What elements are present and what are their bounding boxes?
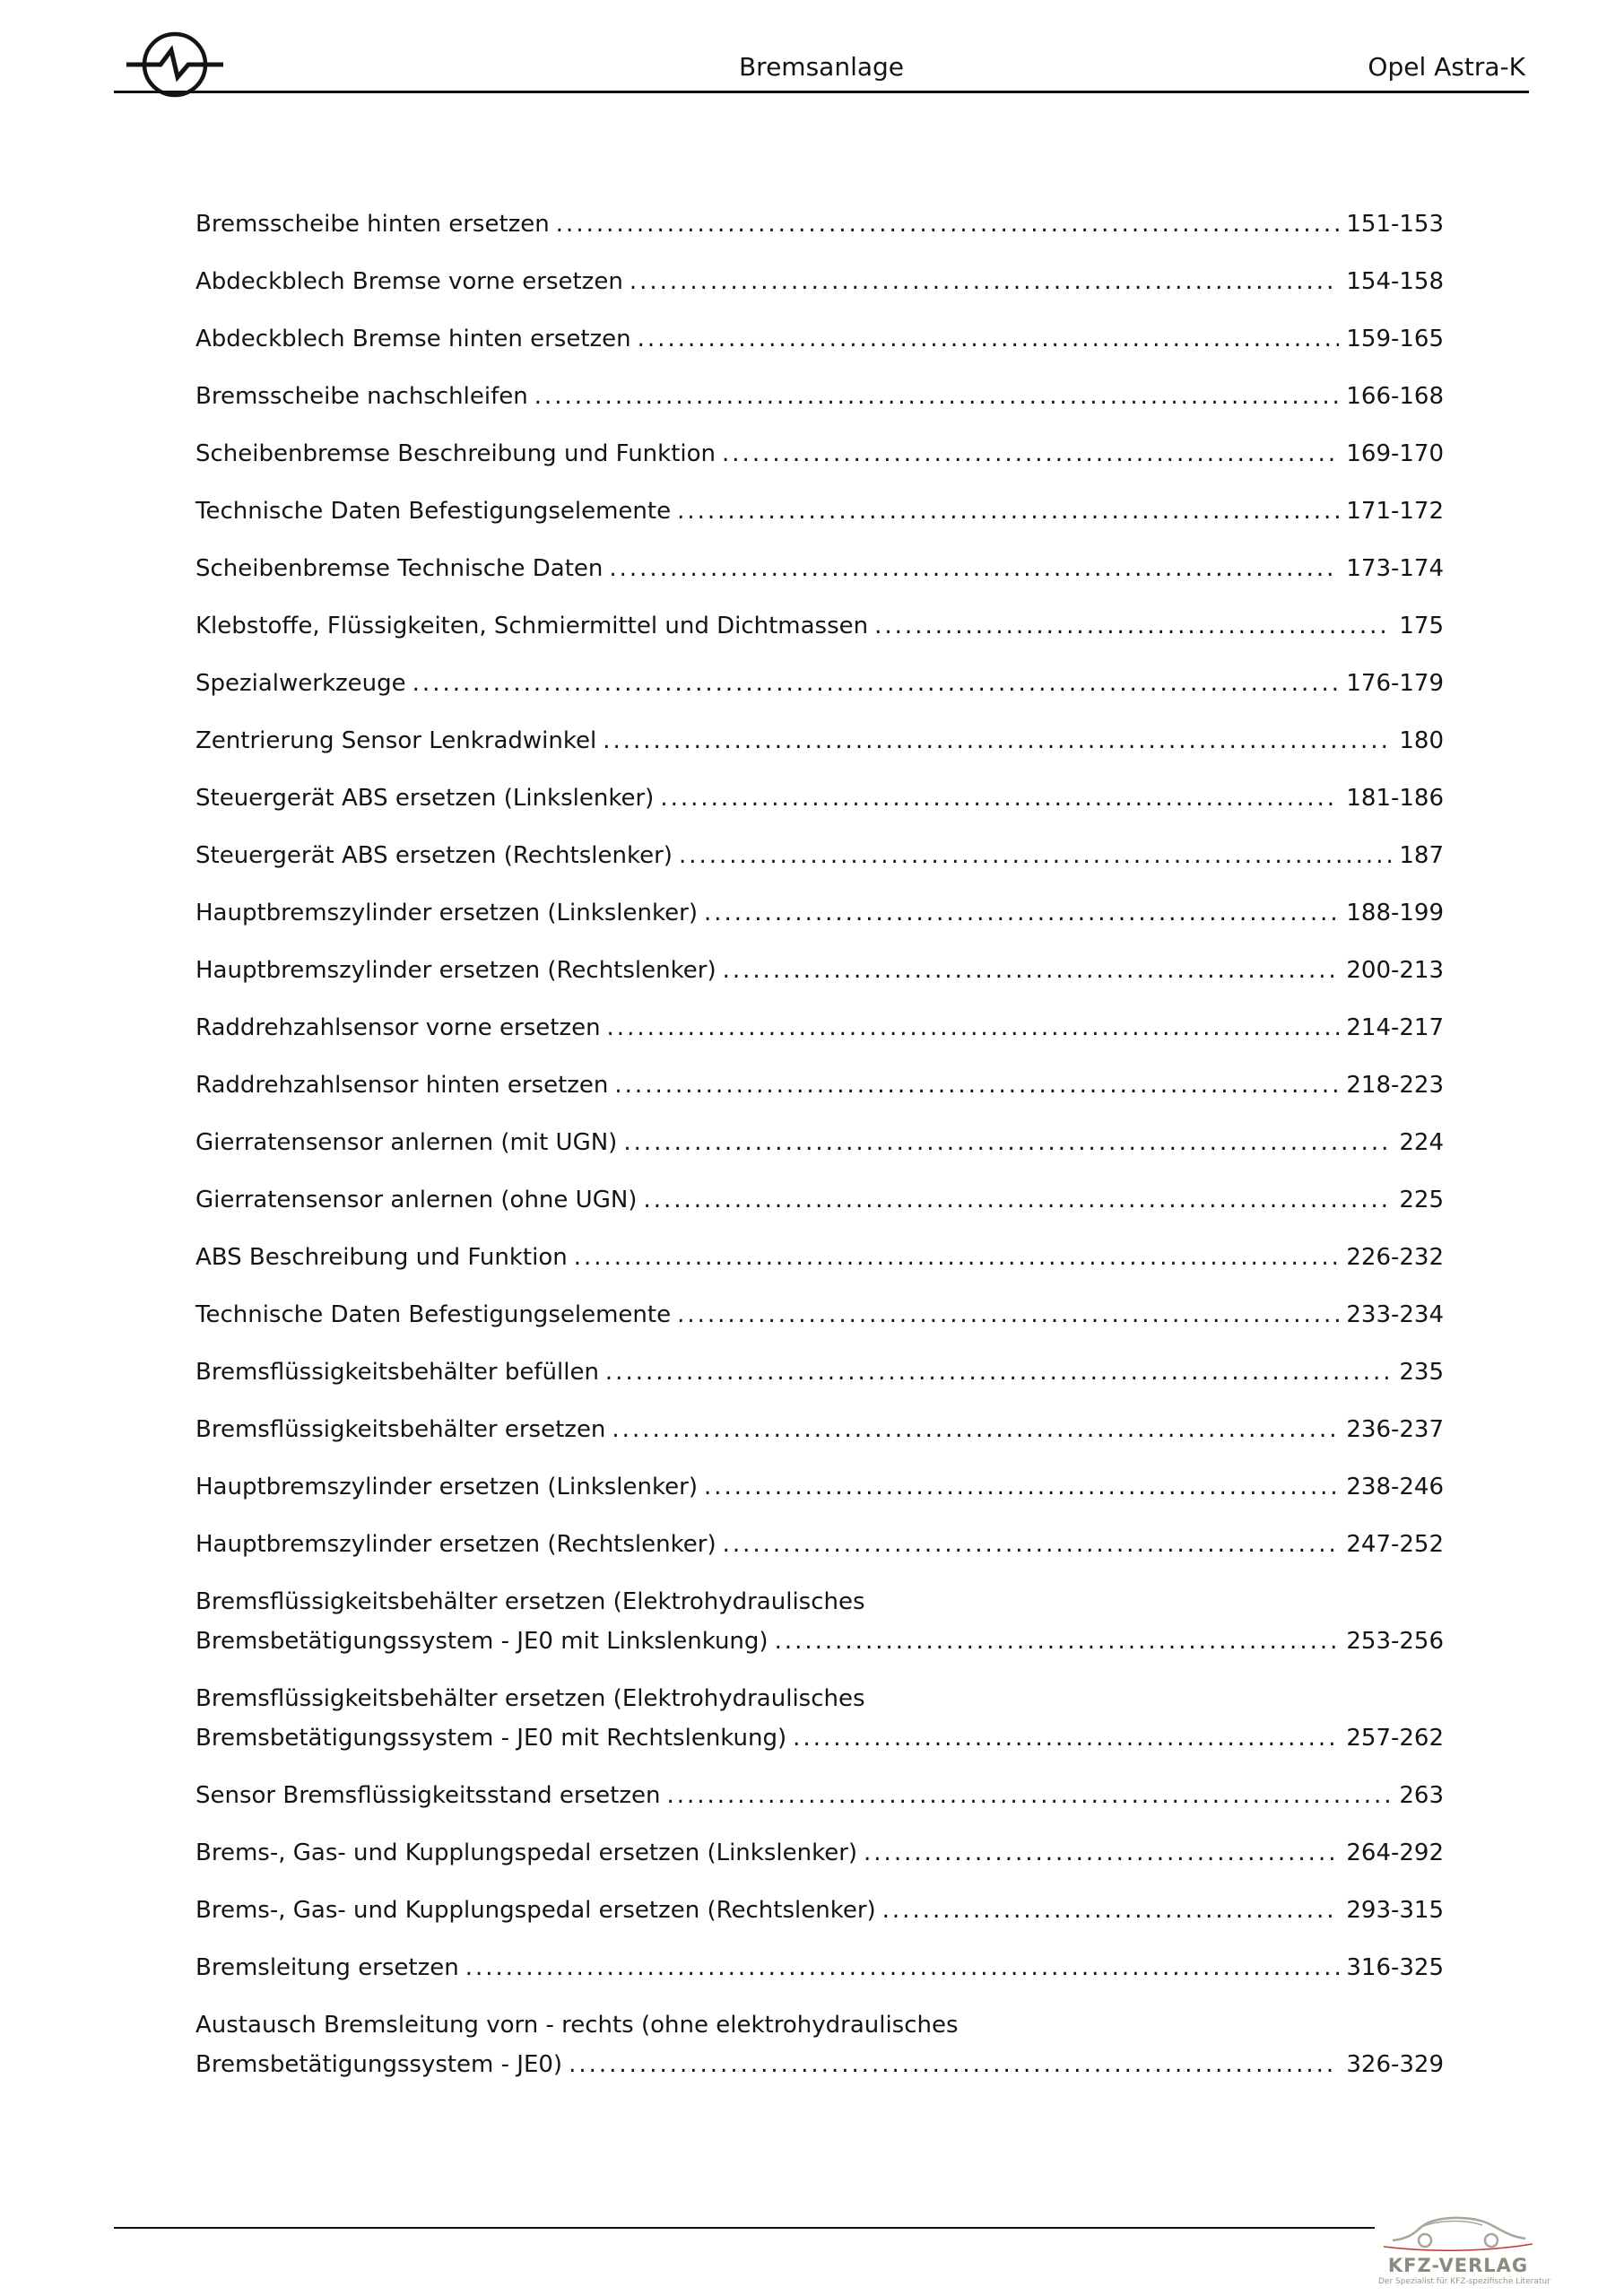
toc-entry-line <box>195 1891 1444 1930</box>
toc-entry-title: ABS Beschreibung und Funktion <box>195 1244 568 1271</box>
toc-entry-page: 200-213 <box>1346 957 1444 984</box>
toc-entry-page: 188-199 <box>1346 900 1444 926</box>
toc-entry-title: Gierratensensor anlernen (ohne UGN) <box>195 1187 638 1213</box>
toc-entry-line <box>195 549 1444 588</box>
toc-entry-line <box>195 491 1444 531</box>
toc-entry <box>195 377 1444 416</box>
toc-leader-dots <box>609 549 1339 588</box>
toc-entry-title: Hauptbremszylinder ersetzen (Rechtslenker) <box>195 1531 716 1558</box>
toc-entry-title: Abdeckblech Bremse hinten ersetzen <box>195 326 631 352</box>
toc-leader-dots <box>556 204 1340 244</box>
toc-entry-page: 264-292 <box>1346 1839 1444 1866</box>
toc-entry-title: Sensor Bremsflüssigkeitsstand ersetzen <box>195 1782 661 1809</box>
toc-entry <box>195 1833 1444 1873</box>
toc-entry-line <box>195 1352 1444 1392</box>
toc-leader-dots <box>677 491 1339 531</box>
toc-entry-line <box>195 1123 1444 1162</box>
toc-leader-dots <box>793 1718 1339 1758</box>
toc-entry-page: 225 <box>1399 1187 1444 1213</box>
toc-entry-title: Steuergerät ABS ersetzen (Linkslenker) <box>195 785 655 812</box>
toc-entry <box>195 1582 1444 1661</box>
toc-entry-title: Brems-, Gas- und Kupplungspedal ersetzen (Rechtslenker) <box>195 1897 876 1924</box>
toc-entry-title: Bremsscheibe nachschleifen <box>195 383 528 410</box>
toc-entry-title: Raddrehzahlsensor vorne ersetzen <box>195 1014 601 1041</box>
toc-entry-page: 173-174 <box>1346 555 1444 582</box>
toc-entry-title: Bremsbetätigungssystem - JE0 mit Rechtslenkung) <box>195 1725 787 1752</box>
toc-entry-title: Scheibenbremse Beschreibung und Funktion <box>195 440 716 467</box>
toc-entry-line <box>195 721 1444 761</box>
toc-entry-line <box>195 204 1444 244</box>
toc-leader-dots <box>607 1008 1340 1048</box>
toc-leader-dots <box>623 1123 1392 1162</box>
toc-entry-line <box>195 778 1444 818</box>
toc-entry-page: 175 <box>1399 613 1444 639</box>
toc-entry-title: Hauptbremszylinder ersetzen (Linkslenker) <box>195 900 698 926</box>
toc-entry-line <box>195 1833 1444 1873</box>
toc-entry <box>195 1679 1444 1758</box>
toc-entry-page: 233-234 <box>1346 1301 1444 1328</box>
footer-tagline: Der Spezialist für KFZ-spezifische Literatur <box>1378 2277 1550 2286</box>
toc-leader-dots <box>704 893 1339 933</box>
toc-entry-page: 176-179 <box>1346 670 1444 697</box>
toc-entry-title: Bremsleitung ersetzen <box>195 1954 459 1981</box>
toc-entry-line <box>195 1238 1444 1277</box>
toc-entry-line <box>195 1410 1444 1449</box>
toc-entry-line <box>195 434 1444 474</box>
toc-entry-page: 316-325 <box>1346 1954 1444 1981</box>
toc-leader-dots <box>605 1352 1392 1392</box>
toc-leader-dots <box>465 1948 1340 1987</box>
toc-entry-title: Brems-, Gas- und Kupplungspedal ersetzen (Linkslenker) <box>195 1839 858 1866</box>
toc-entry-title: Scheibenbremse Technische Daten <box>195 555 604 582</box>
toc-entry-title: Zentrierung Sensor Lenkradwinkel <box>195 727 597 754</box>
toc-entry-title: Bremsscheibe hinten ersetzen <box>195 211 550 238</box>
toc-leader-dots <box>534 377 1340 416</box>
toc-leader-dots <box>614 1065 1339 1105</box>
toc-entry-line <box>195 951 1444 990</box>
toc-entry-line <box>195 893 1444 933</box>
toc-entry <box>195 2005 1444 2084</box>
toc-leader-dots <box>569 2045 1339 2084</box>
toc-entry-page: 257-262 <box>1346 1725 1444 1752</box>
toc-leader-dots <box>630 262 1340 301</box>
toc-entry-page: 326-329 <box>1346 2051 1444 2078</box>
toc-leader-dots <box>864 1833 1339 1873</box>
toc-entry-page: 247-252 <box>1346 1531 1444 1558</box>
toc-entry-page: 214-217 <box>1346 1014 1444 1041</box>
toc-entry <box>195 836 1444 875</box>
toc-entry-line <box>195 1065 1444 1105</box>
toc-entry <box>195 319 1444 359</box>
toc-leader-dots <box>874 606 1392 646</box>
kfz-verlag-logo <box>1375 2208 1550 2289</box>
toc-entry-title: Bremsflüssigkeitsbehälter ersetzen <box>195 1416 606 1443</box>
toc-entry <box>195 1352 1444 1392</box>
page-header <box>114 34 1529 93</box>
toc-entry-title: Klebstoffe, Flüssigkeiten, Schmiermittel und Dichtmassen <box>195 613 869 639</box>
toc-entry <box>195 1123 1444 1162</box>
toc-entry-page: 238-246 <box>1346 1474 1444 1500</box>
toc-entry-title: Bremsbetätigungssystem - JE0) <box>195 2051 563 2078</box>
toc-entry-line <box>195 1008 1444 1048</box>
toc-leader-dots <box>722 434 1339 474</box>
toc-entry-page: 226-232 <box>1346 1244 1444 1271</box>
toc-leader-dots <box>882 1891 1340 1930</box>
toc-entry-title-line1: Bremsflüssigkeitsbehälter ersetzen (Elektrohydraulisches <box>195 1685 865 1712</box>
toc-entry <box>195 664 1444 703</box>
toc-entry-page: 171-172 <box>1346 498 1444 525</box>
toc-entry-title: Bremsflüssigkeitsbehälter befüllen <box>195 1359 599 1386</box>
toc-entry <box>195 204 1444 244</box>
header-section-title: Bremsanlage <box>738 52 905 82</box>
toc-entry <box>195 549 1444 588</box>
toc-leader-dots <box>643 1180 1392 1220</box>
toc-entry-page: 253-256 <box>1346 1628 1444 1655</box>
toc-entry-line <box>195 319 1444 359</box>
footer-brand: KFZ-VERLAG <box>1387 2255 1529 2276</box>
toc-entry-line <box>195 377 1444 416</box>
toc-leader-dots <box>704 1467 1339 1507</box>
toc-entry-page: 218-223 <box>1346 1072 1444 1099</box>
toc-entry-line <box>195 606 1444 646</box>
toc-list <box>195 204 1444 2102</box>
toc-leader-dots <box>574 1238 1340 1277</box>
toc-entry <box>195 606 1444 646</box>
toc-entry-title: Hauptbremszylinder ersetzen (Rechtslenker) <box>195 957 716 984</box>
toc-leader-dots <box>775 1622 1340 1661</box>
toc-entry-line <box>195 1467 1444 1507</box>
toc-entry-title-line1: Austausch Bremsleitung vorn - rechts (ohne elektrohydraulisches <box>195 2012 959 2039</box>
toc-entry <box>195 951 1444 990</box>
toc-entry <box>195 1891 1444 1930</box>
toc-entry <box>195 1065 1444 1105</box>
toc-entry <box>195 778 1444 818</box>
toc-leader-dots <box>679 836 1392 875</box>
toc-leader-dots <box>413 664 1340 703</box>
toc-entry <box>195 434 1444 474</box>
toc-entry-page: 181-186 <box>1346 785 1444 812</box>
toc-leader-dots <box>723 1525 1340 1564</box>
toc-entry-line <box>195 1718 1444 1758</box>
footer-rule <box>114 2227 1529 2229</box>
toc-entry-page: 224 <box>1399 1129 1444 1156</box>
toc-entry-title-line1: Bremsflüssigkeitsbehälter ersetzen (Elektrohydraulisches <box>195 1588 865 1615</box>
toc-entry-page: 159-165 <box>1346 326 1444 352</box>
toc-entry-title: Bremsbetätigungssystem - JE0 mit Linkslenkung) <box>195 1628 769 1655</box>
toc-leader-dots <box>723 951 1340 990</box>
toc-entry-line <box>195 1180 1444 1220</box>
toc-entry-page: 169-170 <box>1346 440 1444 467</box>
toc-leader-dots <box>603 721 1392 761</box>
toc-entry-page: 166-168 <box>1346 383 1444 410</box>
toc-entry-page: 235 <box>1399 1359 1444 1386</box>
toc-entry-title: Raddrehzahlsensor hinten ersetzen <box>195 1072 609 1099</box>
car-sketch-icon <box>1382 2210 1534 2251</box>
toc-entry <box>195 1410 1444 1449</box>
toc-entry-line <box>195 836 1444 875</box>
toc-entry-line <box>195 664 1444 703</box>
toc-entry-line <box>195 1295 1444 1335</box>
toc-entry-title: Steuergerät ABS ersetzen (Rechtslenker) <box>195 842 673 869</box>
toc-entry <box>195 1776 1444 1815</box>
toc-entry-line <box>195 2045 1444 2084</box>
toc-entry <box>195 1238 1444 1277</box>
toc-entry <box>195 491 1444 531</box>
toc-entry-title: Spezialwerkzeuge <box>195 670 406 697</box>
toc-leader-dots <box>666 1776 1392 1815</box>
toc-entry-line <box>195 1622 1444 1661</box>
toc-leader-dots <box>660 778 1339 818</box>
toc-entry-title: Hauptbremszylinder ersetzen (Linkslenker) <box>195 1474 698 1500</box>
toc-entry <box>195 1295 1444 1335</box>
toc-leader-dots <box>638 319 1340 359</box>
toc-entry-page: 263 <box>1399 1782 1444 1809</box>
toc-entry <box>195 262 1444 301</box>
toc-entry <box>195 1467 1444 1507</box>
toc-entry-title: Technische Daten Befestigungselemente <box>195 1301 672 1328</box>
toc-entry <box>195 1180 1444 1220</box>
toc-entry <box>195 1008 1444 1048</box>
toc-entry <box>195 721 1444 761</box>
toc-entry <box>195 893 1444 933</box>
toc-entry-page: 187 <box>1399 842 1444 869</box>
toc-leader-dots <box>677 1295 1339 1335</box>
toc-entry-page: 236-237 <box>1346 1416 1444 1443</box>
toc-entry-title: Abdeckblech Bremse vorne ersetzen <box>195 268 623 295</box>
toc-entry-line <box>195 1525 1444 1564</box>
toc-entry <box>195 1525 1444 1564</box>
toc-entry-line <box>195 262 1444 301</box>
toc-entry <box>195 1948 1444 1987</box>
toc-entry-page: 293-315 <box>1346 1897 1444 1924</box>
toc-entry-line <box>195 1776 1444 1815</box>
toc-entry-page: 151-153 <box>1346 211 1444 238</box>
toc-entry-title: Technische Daten Befestigungselemente <box>195 498 672 525</box>
header-model-title: Opel Astra-K <box>1368 52 1525 82</box>
toc-entry-line <box>195 1948 1444 1987</box>
toc-entry-page: 154-158 <box>1346 268 1444 295</box>
toc-leader-dots <box>612 1410 1339 1449</box>
toc-entry-title: Gierratensensor anlernen (mit UGN) <box>195 1129 618 1156</box>
toc-entry-page: 180 <box>1399 727 1444 754</box>
